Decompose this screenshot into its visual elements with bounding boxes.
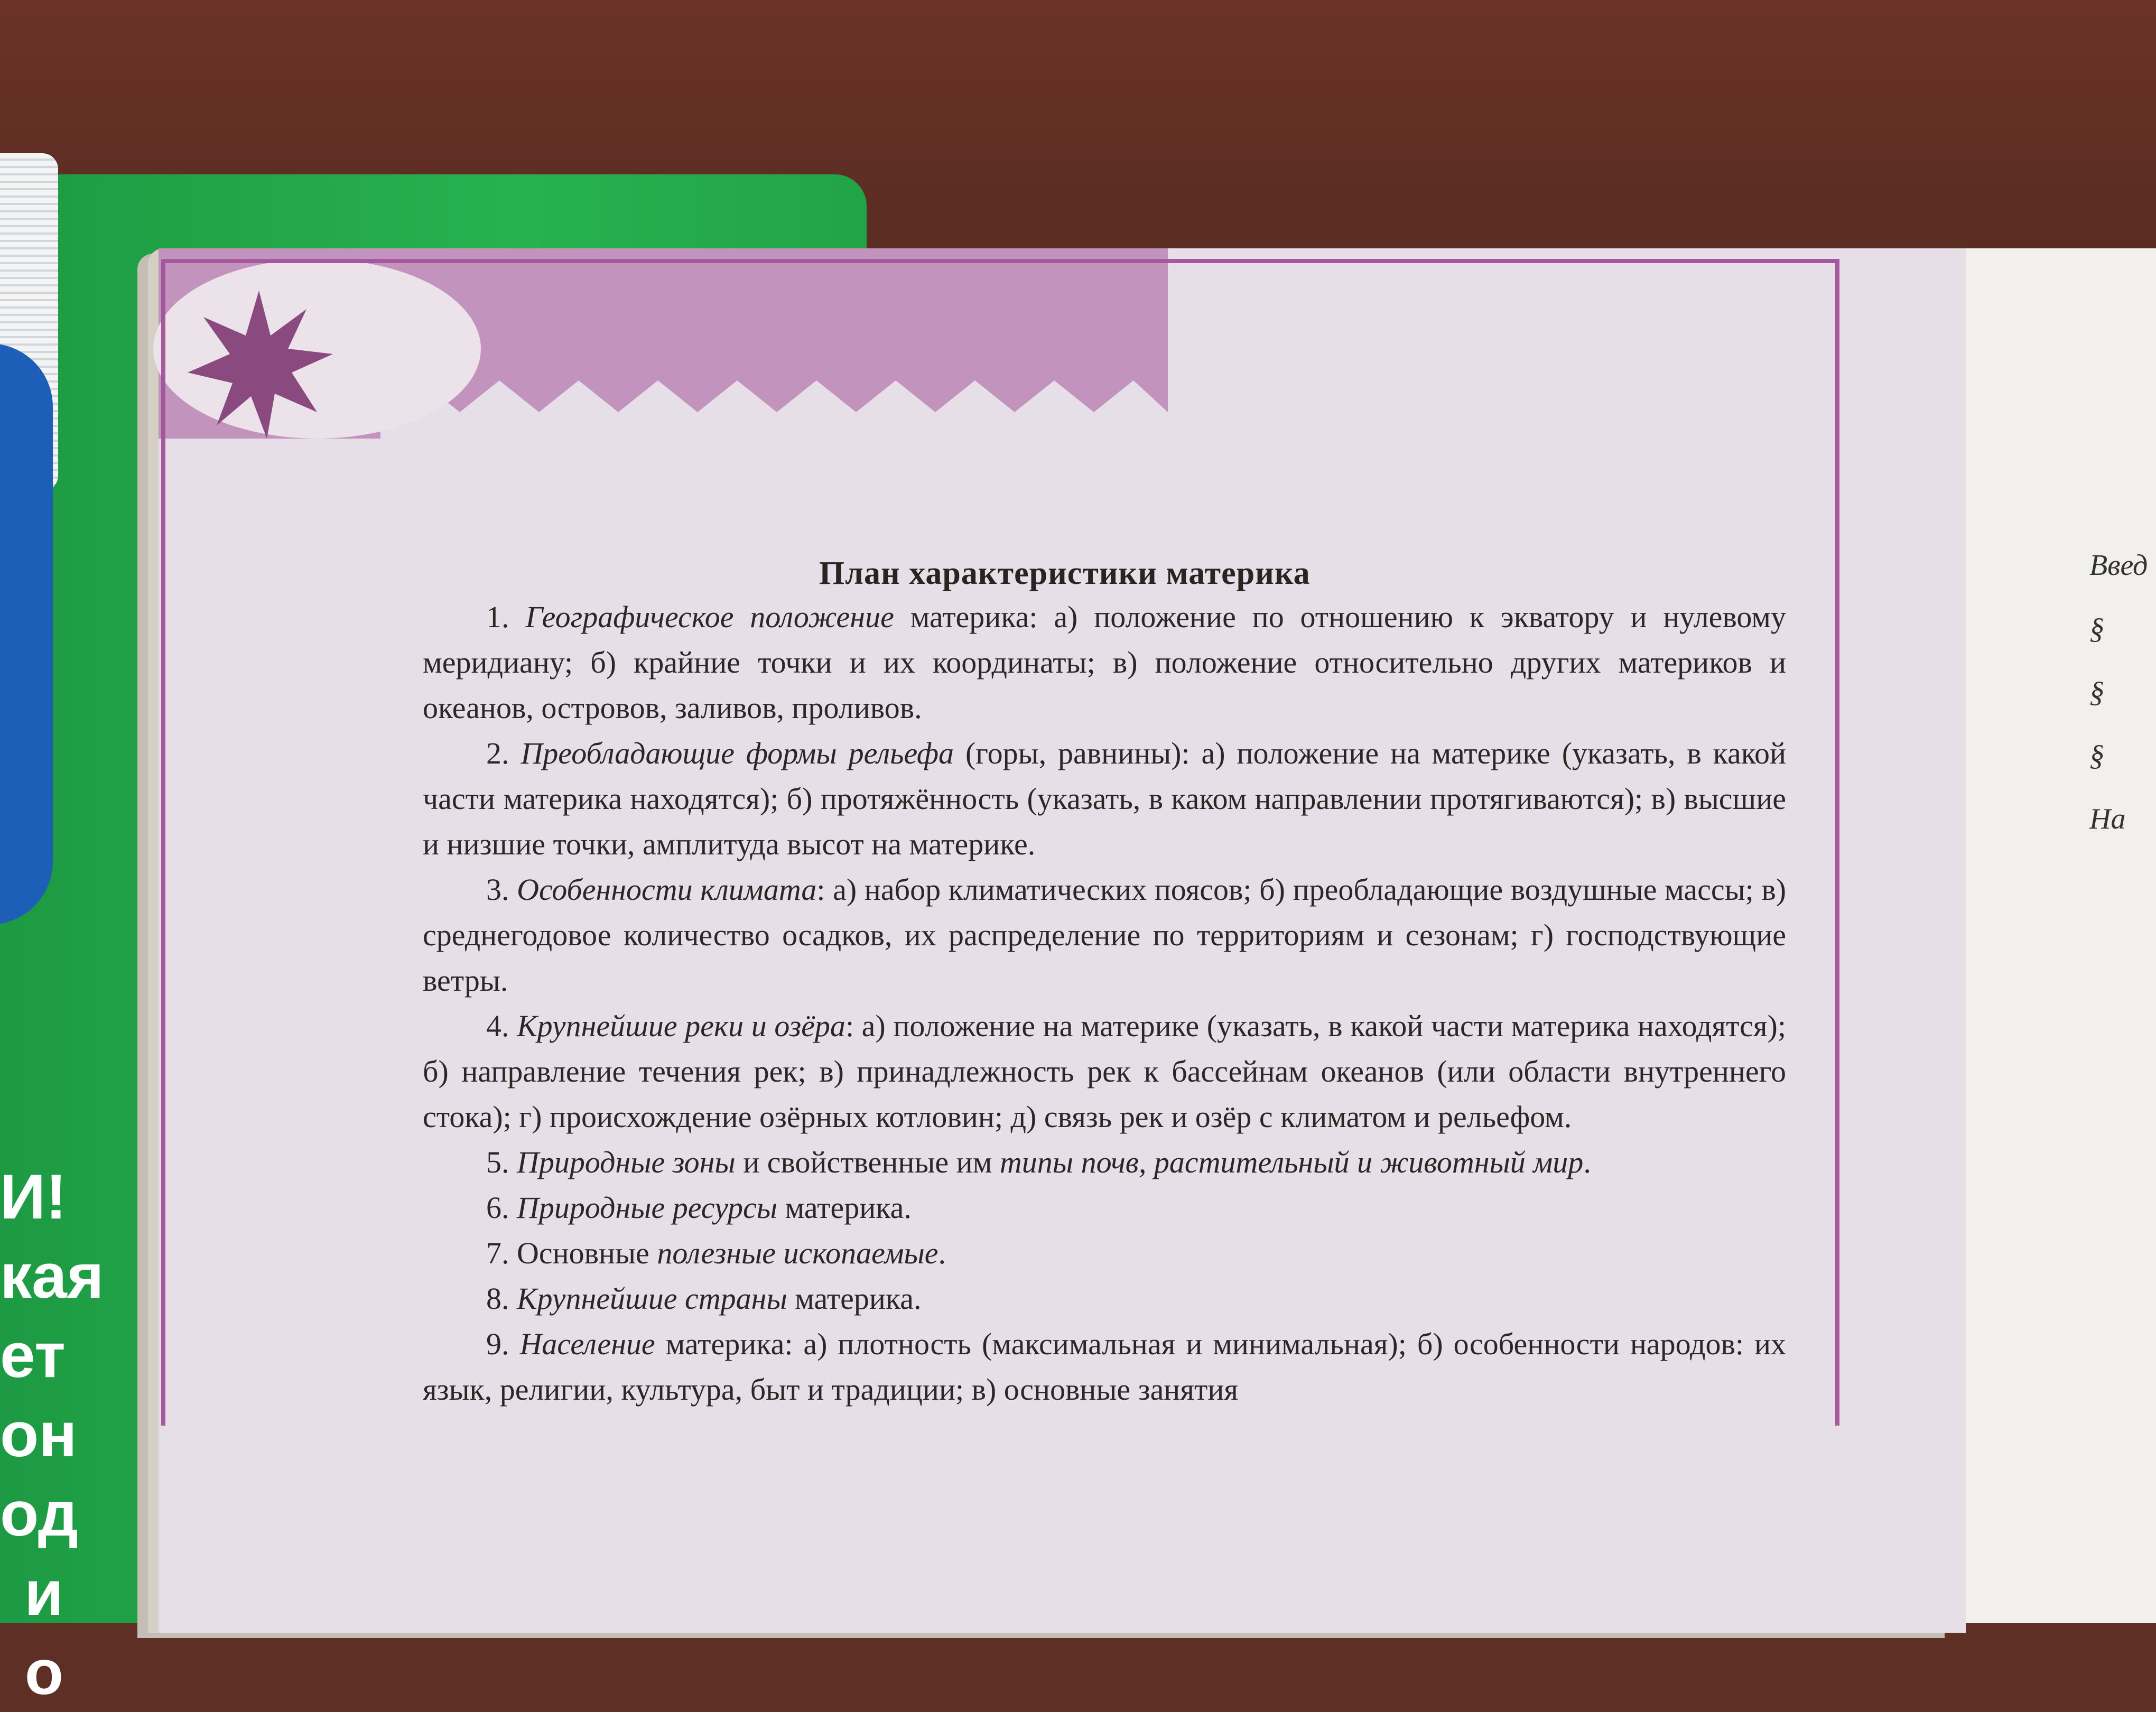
item-text: : а) набор климатических поясов; б) преобладающие воздушные массы; в) среднегодовое количество осадков, их распределение по территориям и сезонам; г) господствующие ветры. xyxy=(423,872,1787,998)
right-book-fragment: Введ xyxy=(2089,549,2148,582)
item-number: 4. xyxy=(486,1009,509,1043)
list-item xyxy=(423,731,1786,867)
item-term: Природные зоны xyxy=(517,1145,736,1179)
list-item xyxy=(423,1003,1786,1140)
cover-blue-shape xyxy=(0,343,53,925)
cover-fragment: он xyxy=(0,1399,77,1470)
list-item xyxy=(423,594,1786,731)
list-item xyxy=(423,867,1786,1003)
item-number: 8. xyxy=(486,1281,509,1316)
item-text: и свойственные им xyxy=(735,1145,1000,1179)
item-text: материка: а) положение по отношению к экватору и нулевому меридиану; б) крайние точки и их координаты; в) положение относительно других материков и океанов, островов, заливов, проливов. xyxy=(423,600,1787,725)
item-term: Население xyxy=(519,1327,655,1361)
right-book-fragment: § xyxy=(2089,676,2104,709)
right-book-fragment: § xyxy=(2089,739,2104,772)
cover-fragment: И! xyxy=(0,1161,67,1232)
list-item xyxy=(423,1185,1786,1231)
item-text: . xyxy=(938,1236,946,1270)
page-title: План характеристики материка xyxy=(819,555,1311,591)
item-text: (горы, равнины): а) положение на материке (указать, в какой части материка находятся); б) протяжённость (указать, в каком направлении протягиваются); в) высшие и низшие точки, амплитуда высот на материке. xyxy=(423,736,1786,861)
list-item xyxy=(423,1322,1786,1412)
item-text-end: . xyxy=(1583,1145,1591,1179)
right-book-fragment: § xyxy=(2089,612,2104,645)
item-term: Крупнейшие страны xyxy=(517,1281,787,1316)
list-item xyxy=(423,1231,1786,1276)
item-number: 3. xyxy=(486,872,509,907)
item-term: Преобладающие формы рельефа xyxy=(521,736,954,770)
item-text: материка. xyxy=(787,1281,922,1316)
right-book-text xyxy=(2089,534,2148,851)
right-book-fragment: На xyxy=(2089,803,2126,835)
item-number: 9. xyxy=(486,1327,509,1361)
item-text: материка: а) плотность (максимальная и минимальная); б) особенности народов: их язык, религии, культура, быт и традиции; в) основные занятия xyxy=(423,1327,1787,1407)
cover-fragment: ет xyxy=(0,1320,66,1391)
item-prefix: Основные xyxy=(517,1236,657,1270)
list-item xyxy=(423,1276,1786,1322)
cover-fragment: кая xyxy=(0,1241,104,1311)
cover-fragment: о xyxy=(24,1637,63,1708)
item-term: Крупнейшие реки и озёра xyxy=(517,1009,845,1043)
cover-fragment: и xyxy=(24,1558,63,1629)
cover-fragment: од xyxy=(0,1478,78,1549)
item-number: 7. xyxy=(486,1236,509,1270)
item-number: 5. xyxy=(486,1145,509,1179)
item-term: Географическое положение xyxy=(525,600,894,634)
right-book-page xyxy=(1950,248,2156,1623)
item-term: Природные ресурсы xyxy=(517,1190,778,1225)
item-number: 2. xyxy=(486,736,509,770)
plan-list xyxy=(423,594,1786,1412)
item-term: Особенности климата xyxy=(517,872,817,907)
item-number: 6. xyxy=(486,1190,509,1225)
item-number: 1. xyxy=(486,600,509,634)
item-text: : а) положение на материке (указать, в какой части материка находятся); б) направление течения рек; в) принадлежность рек к бассейнам океанов (или области внутреннего стока); г) происхождение озёрных котловин; д) связь рек и озёр с климатом и рельефом. xyxy=(423,1009,1786,1134)
item-text: материка. xyxy=(777,1190,912,1225)
item-term: полезные ископаемые xyxy=(657,1236,938,1270)
item-term-secondary: типы почв, растительный и животный мир xyxy=(999,1145,1584,1179)
cover-text-fragments xyxy=(0,1157,104,1712)
list-item xyxy=(423,1140,1786,1185)
